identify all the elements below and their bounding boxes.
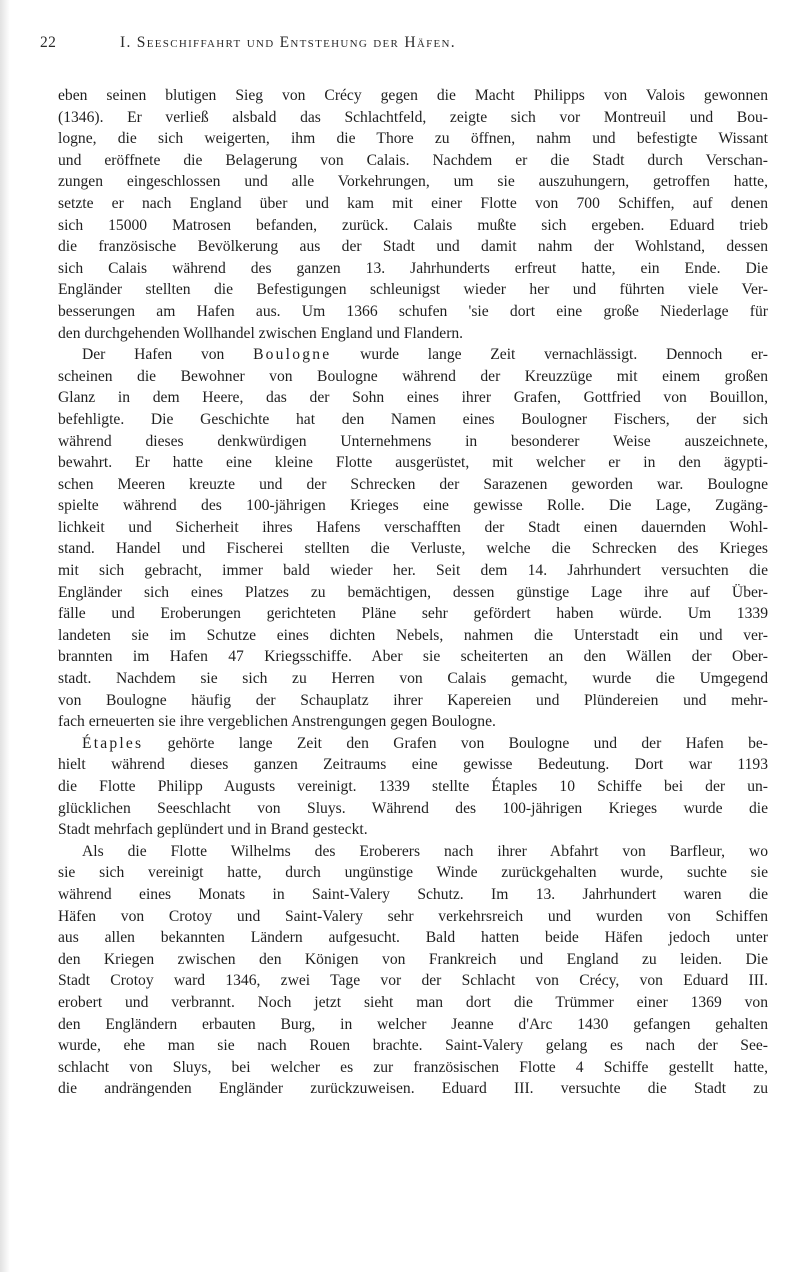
text-line: aus allen bekannten Ländern aufgesucht. Bald hatten beide Häfen jedoch unter [58, 929, 768, 947]
page-gutter-shadow [0, 0, 10, 1272]
body-text [58, 85, 768, 1100]
text-line: Glanz in dem Heere, das der Sohn eines ihrer Grafen, Gottfried von Bouillon, [58, 389, 768, 407]
text-line: schen Meeren kreuzte und der Schrecken der Sarazenen geworden war. Boulogne [58, 475, 768, 493]
paragraph [58, 733, 768, 841]
text-line: (1346). Er verließ alsbald das Schlachtfeld, zeigte sich vor Montreuil und Bou- [58, 108, 768, 126]
paragraph [58, 841, 768, 1100]
text-line: während eines Monats in Saint-Valery Schutz. Im 13. Jahrhundert waren die [58, 885, 768, 903]
text-line: sie sich vereinigt hatte, durch ungünstige Winde zurückgehalten wurde, suchte sie [58, 864, 768, 882]
text-line: scheinen die Bewohner von Boulogne während der Kreuzzüge mit einem großen [58, 367, 768, 385]
text-line: mit sich gebracht, immer bald wieder her. Seit dem 14. Jahrhundert versuchten die [58, 562, 768, 580]
text-line: besserungen am Hafen aus. Um 1366 schufen 'sie dort eine große Niederlage für [58, 302, 768, 320]
text-line: sich Calais während des ganzen 13. Jahrhunderts erfreut hatte, ein Ende. Die [58, 259, 768, 277]
text-line: schlacht von Sluys, bei welcher es zur französischen Flotte 4 Schiffe gestellt hatte, [58, 1058, 768, 1076]
text-line: fälle und Eroberungen gerichteten Pläne sehr gefördert haben würde. Um 1339 [58, 605, 768, 623]
text-line: Als die Flotte Wilhelms des Eroberers nach ihrer Abfahrt von Barfleur, wo [82, 842, 768, 860]
text-line: Engländer sich eines Platzes zu bemächtigen, dessen günstige Lage ihre auf Über- [58, 583, 768, 601]
text-line: stadt. Nachdem sie sich zu Herren von Calais gemacht, wurde die Umgegend [58, 670, 768, 688]
text-line: Étaples gehörte lange Zeit den Grafen von Boulogne und der Hafen be- [82, 734, 768, 752]
running-header [40, 34, 760, 58]
text-line: die französische Bevölkerung aus der Stadt und damit nahm der Wohlstand, dessen [58, 238, 768, 256]
page-number: 22 [40, 34, 57, 51]
text-line: den Kriegen zwischen den Königen von Frankreich und England zu leiden. Die [58, 950, 768, 968]
text-line: landeten sie im Schutze eines dichten Nebels, nahmen die Unterstadt ein und ver- [58, 626, 768, 644]
text-line: den Engländern erbauten Burg, in welcher Jeanne d'Arc 1430 gefangen gehalten [58, 1015, 768, 1033]
text-line: fach erneuerten sie ihre vergeblichen Anstrengungen gegen Boulogne. [58, 713, 496, 731]
text-line: Häfen von Crotoy und Saint-Valery sehr verkehrsreich und wurden von Schiffen [58, 907, 768, 925]
text-line: bewahrt. Er hatte eine kleine Flotte ausgerüstet, mit welcher er in den ägypti- [58, 454, 768, 472]
text-line: eben seinen blutigen Sieg von Crécy gegen die Macht Philipps von Valois gewonnen [58, 87, 768, 104]
spaced-place-name: Boulogne [253, 346, 332, 364]
paragraph [58, 344, 768, 733]
text-line: logne, die sich weigerten, ihm die Thore zu öffnen, nahm und befestigte Wissant [58, 130, 768, 148]
text-line: erobert und verbrannt. Noch jetzt sieht man dort die Trümmer einer 1369 von [58, 993, 768, 1011]
text-line: spielte während des 100-jährigen Krieges eine gewisse Rolle. Die Lage, Zugäng- [58, 497, 768, 515]
text-line: zungen eingeschlossen und alle Vorkehrungen, um sie auszuhungern, getroffen hatte, [58, 173, 768, 191]
text-line: befehligte. Die Geschichte hat den Namen eines Boulogner Fischers, der sich [58, 410, 768, 428]
text-line: stand. Handel und Fischerei stellten die Verluste, welche die Schrecken des Krieges [58, 540, 768, 558]
text-line: Stadt Crotoy ward 1346, zwei Tage vor der Schlacht von Crécy, von Eduard III. [58, 972, 768, 990]
running-title: I. Seeschiffahrt und Entstehung der Häfen. [120, 34, 456, 51]
paragraph [58, 85, 768, 344]
text-line: die andrängenden Engländer zurückzuweisen. Eduard III. versuchte die Stadt zu [58, 1080, 768, 1098]
text-line: die Flotte Philipp Augusts vereinigt. 1339 stellte Étaples 10 Schiffe bei der un- [58, 778, 768, 795]
text-line: sich 15000 Matrosen befanden, zurück. Calais mußte sich ergeben. Eduard trieb [58, 216, 768, 234]
text-line: glücklichen Seeschlacht von Sluys. Während des 100-jährigen Krieges wurde die [58, 799, 768, 817]
text-line: Der Hafen von Boulogne wurde lange Zeit vernachlässigt. Dennoch er- [82, 346, 768, 364]
text-line: Stadt mehrfach geplündert und in Brand gesteckt. [58, 821, 368, 839]
text-line: hielt während dieses ganzen Zeitraums eine gewisse Bedeutung. Dort war 1193 [58, 756, 768, 774]
text-line: den durchgehenden Wollhandel zwischen England und Flandern. [58, 324, 464, 342]
text-line: setzte er nach England über und kam mit einer Flotte von 700 Schiffen, auf denen [58, 194, 768, 212]
text-line: und eröffnete die Belagerung von Calais. Nachdem er die Stadt durch Verschan- [58, 151, 768, 169]
text-line: brannten im Hafen 47 Kriegsschiffe. Aber sie scheiterten an den Wällen der Ober- [58, 648, 768, 666]
spaced-place-name: Étaples [82, 734, 144, 752]
text-line: von Boulogne häufig der Schauplatz ihrer Kapereien und Plündereien und mehr- [58, 691, 768, 709]
text-line: lichkeit und Sicherheit ihres Hafens verschafften der Stadt einen dauernden Wohl- [58, 518, 768, 536]
text-line: wurde, ehe man sie nach Rouen brachte. Saint-Valery gelang es nach der See- [58, 1037, 768, 1055]
text-line: Engländer stellten die Befestigungen schleunigst wieder her und führten viele Ver- [58, 281, 768, 299]
text-line: während dieses denkwürdigen Unternehmens in besonderer Weise auszeichnete, [58, 432, 768, 450]
